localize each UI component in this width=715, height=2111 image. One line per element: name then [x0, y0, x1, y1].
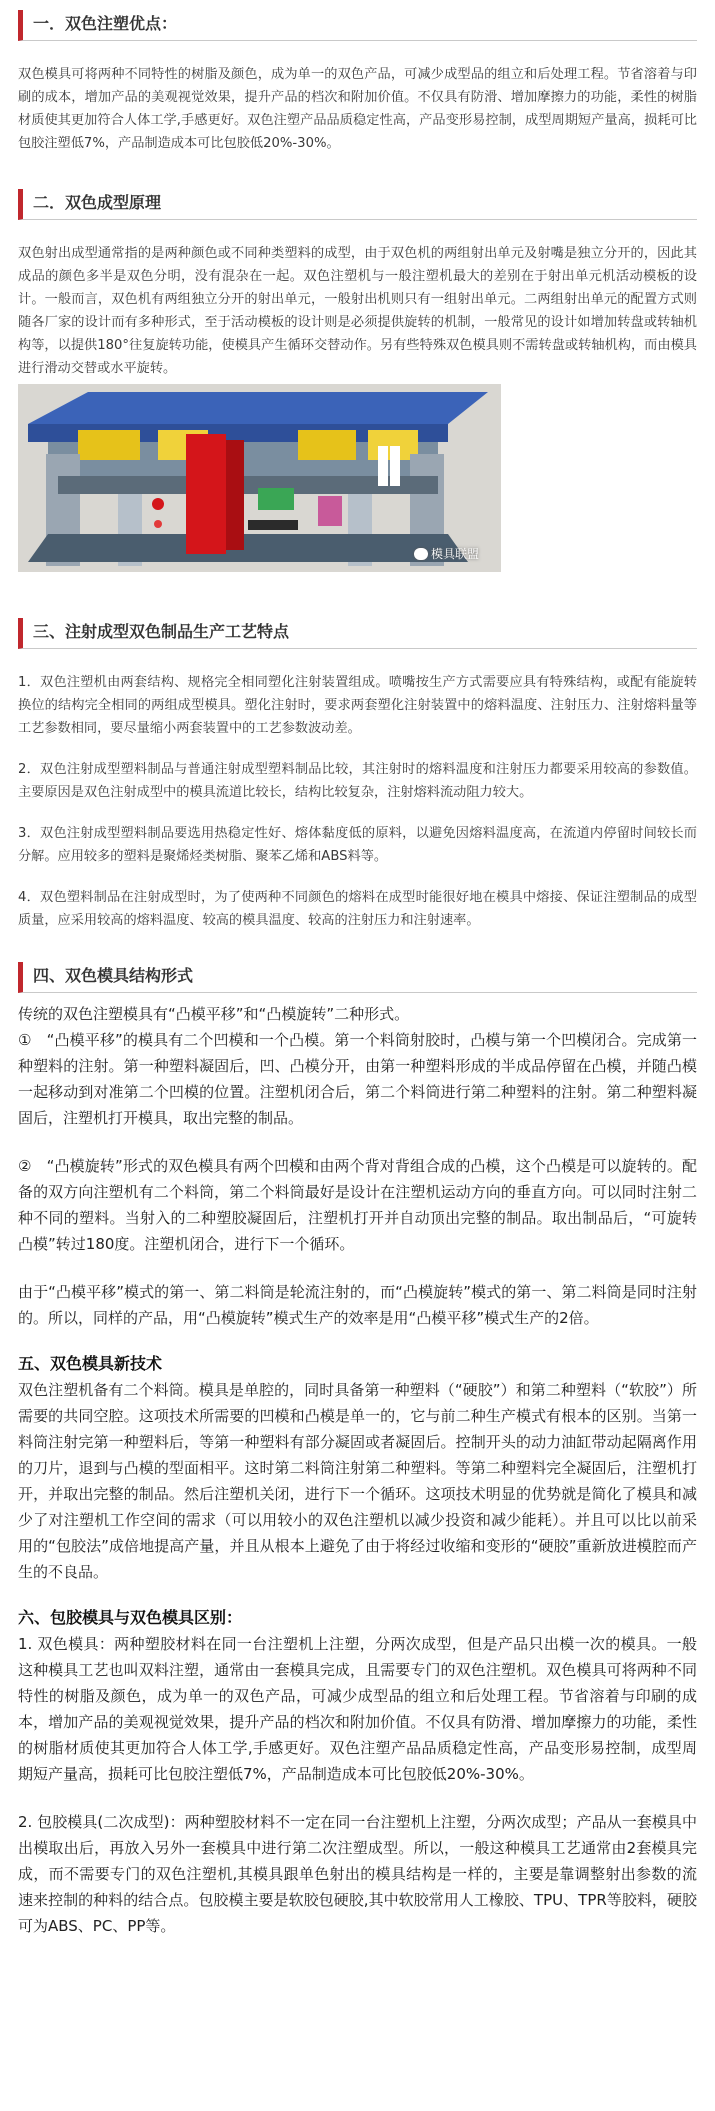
section3-item-2: 2．双色注射成型塑料制品与普通注射成型塑料制品比较，其注射时的熔料温度和注射压力都要采用较高的参数值。主要原因是双色注射成型中的模具流道比较长，结构比较复杂，注射熔料流动阻力较大。: [18, 762, 697, 800]
section3-item-4: 4．双色塑料制品在注射成型时，为了使两种不同颜色的熔料在成型时能很好地在模具中熔接、保证注塑制品的成型质量，应采用较高的熔料温度、较高的模具温度、较高的注射压力和注射速率。: [18, 890, 697, 928]
section4-intro: 传统的双色注塑模具有“凸模平移”和“凸模旋转”二种形式。: [18, 1005, 410, 1023]
image-watermark: [414, 545, 479, 562]
section2-body: 双色射出成型通常指的是两种颜色或不同种类塑料的成型，由于双色机的两组射出单元及射嘴是独立分开的，因此其成品的颜色多半是双色分明，没有混杂在一起。双色注塑机与一般注塑机最大的差别在于射出单元机活动模板的设计。一般而言，双色机有两组独立分开的射出单元，一般射出机则只有一组射出单元。二两组射出单元的配置方式则随各厂家的设计而有多种形式，至于活动模板的设计则是必须提供旋转的机制，一般常见的设计如增加转盘或转轴机构等，以提供180°往复旋转功能，使模具产生循环交替动作。另有些特殊双色模具则不需转盘或转轴机构，而由模具进行滑动交替或水平旋转。: [18, 246, 697, 376]
section5-body: 双色注塑机备有二个料筒。模具是单腔的，同时具备第一种塑料（“硬胶”）和第二种塑料（“软胶”）所需要的共同空腔。这项技术所需要的凹模和凸模是单一的，它与前二种生产模式有根本的区别。当第一料筒注射完第一种塑料后，等第一种塑料有部分凝固或者凝固后。控制开头的动力油缸带动起隔离作用的刀片，退到与凸模的型面相平。这时第二料筒注射第二种塑料。等第二种塑料完全凝固后，注塑机打开，并取出完整的制品。然后注塑机关闭，进行下一个循环。这项技术明显的优势就是简化了模具和减少了对注塑机工作空间的需求（可以用较小的双色注塑机以减少投资和减少能耗）。并且可以比以前采用的“包胶法”成倍地提高产量，并且从根本上避免了由于将经过收缩和变形的“硬胶”重新放进模腔而产生的不良品。: [18, 1381, 697, 1581]
section6-heading: 六、包胶模具与双色模具区别：: [18, 1608, 243, 1627]
section5-heading: 五、双色模具新技术: [18, 1354, 163, 1373]
section3-heading: 三、注射成型双色制品生产工艺特点: [18, 618, 697, 649]
watermark-text: 模具联盟: [430, 547, 479, 561]
section6-item-1: 1. 双色模具：两种塑胶材料在同一台注塑机上注塑，分两次成型，但是产品只出模一次的模具。一般这种模具工艺也叫双料注塑，通常由一套模具完成，且需要专门的双色注塑机。双色模具可将两种不同特性的树脂及颜色，成为单一的双色产品，可减少成型品的组立和后处理工程。节省溶着与印刷的成本，增加产品的美观视觉效果，提升产品的档次和附加价值。不仅具有防滑、增加摩擦力的功能，柔性的树脂材质使其更加符合人体工学,手感更好。双色注塑产品品质稳定性高，产品变形易控制，成型周期短产量高，损耗可比包胶注塑低7%，产品制造成本可比包胶低20%-30%。: [18, 1635, 697, 1783]
mold-drawing: [18, 384, 501, 572]
section4-comparison: 由于“凸模平移”模式的第一、第二料筒是轮流注射的，而“凸模旋转”模式的第一、第二料筒是同时注射的。所以，同样的产品，用“凸模旋转”模式生产的效率是用“凸模平移”模式生产的2倍。: [18, 1283, 697, 1327]
section6-item-2: 2. 包胶模具(二次成型)：两种塑胶材料不一定在同一台注塑机上注塑，分两次成型；产品从一套模具中出模取出后，再放入另外一套模具中进行第二次注塑成型。所以，一般这种模具工艺通常由2套模具完成，而不需要专门的双色注塑机,其模具跟单色射出的模具结构是一样的，主要是靠调整射出参数的流速来控制的种料的结合点。包胶模主要是软胶包硬胶,其中软胶常用人工橡胶、TPU、TPR等胶料，硬胶可为ABS、PC、PP等。: [18, 1813, 697, 1935]
section1-body: 双色模具可将两种不同特性的树脂及颜色，成为单一的双色产品，可减少成型品的组立和后处理工程。节省溶着与印刷的成本，增加产品的美观视觉效果，提升产品的档次和附加价值。不仅具有防滑、增加摩擦力的功能，柔性的树脂材质使其更加符合人体工学,手感更好。双色注塑产品品质稳定性高，产品变形易控制，成型周期短产量高，损耗可比包胶注塑低7%，产品制造成本可比包胶低20%-30%。: [18, 67, 697, 151]
mold-illustration: [18, 384, 501, 572]
section3-item-1: 1．双色注塑机由两套结构、规格完全相同塑化注射装置组成。喷嘴按生产方式需要应具有特殊结构，或配有能旋转换位的结构完全相同的两组成型模具。塑化注射时，要求两套塑化注射装置中的熔料温度、注射压力、注射熔料量等工艺参数相同，要尽量缩小两套装置中的工艺参数波动差。: [18, 675, 697, 736]
section4-mode-translate: ① “凸模平移”的模具有二个凹模和一个凸模。第一个料筒射胶时，凸模与第一个凹模闭合。完成第一种塑料的注射。第一种塑料凝固后，凹、凸模分开，由第一种塑料形成的半成品停留在凸模，并随凸模一起移动到对准第二个凹模的位置。注塑机闭合后，第二个料筒进行第二种塑料的注射。第二种塑料凝固后，注塑机打开模具，取出完整的制品。: [18, 1031, 697, 1127]
section2-heading: 二．双色成型原理: [18, 189, 697, 220]
wechat-icon: [414, 548, 428, 560]
section4-mode-rotate: ② “凸模旋转”形式的双色模具有两个凹模和由两个背对背组合成的凸模，这个凸模是可以旋转的。配备的双方向注塑机有二个料筒，第二个料筒最好是设计在注塑机运动方向的垂直方向。可以同时注射二种不同的塑料。当射入的二种塑胶凝固后，注塑机打开并自动顶出完整的制品。取出制品后，“可旋转凸模”转过180度。注塑机闭合，进行下一个循环。: [18, 1157, 697, 1253]
section3-item-3: 3．双色注射成型塑料制品要选用热稳定性好、熔体黏度低的原料，以避免因熔料温度高，在流道内停留时间较长而分解。应用较多的塑料是聚烯烃类树脂、聚苯乙烯和ABS料等。: [18, 826, 697, 864]
section4-heading: 四、双色模具结构形式: [18, 962, 697, 993]
section1-heading: 一．双色注塑优点：: [18, 10, 697, 41]
